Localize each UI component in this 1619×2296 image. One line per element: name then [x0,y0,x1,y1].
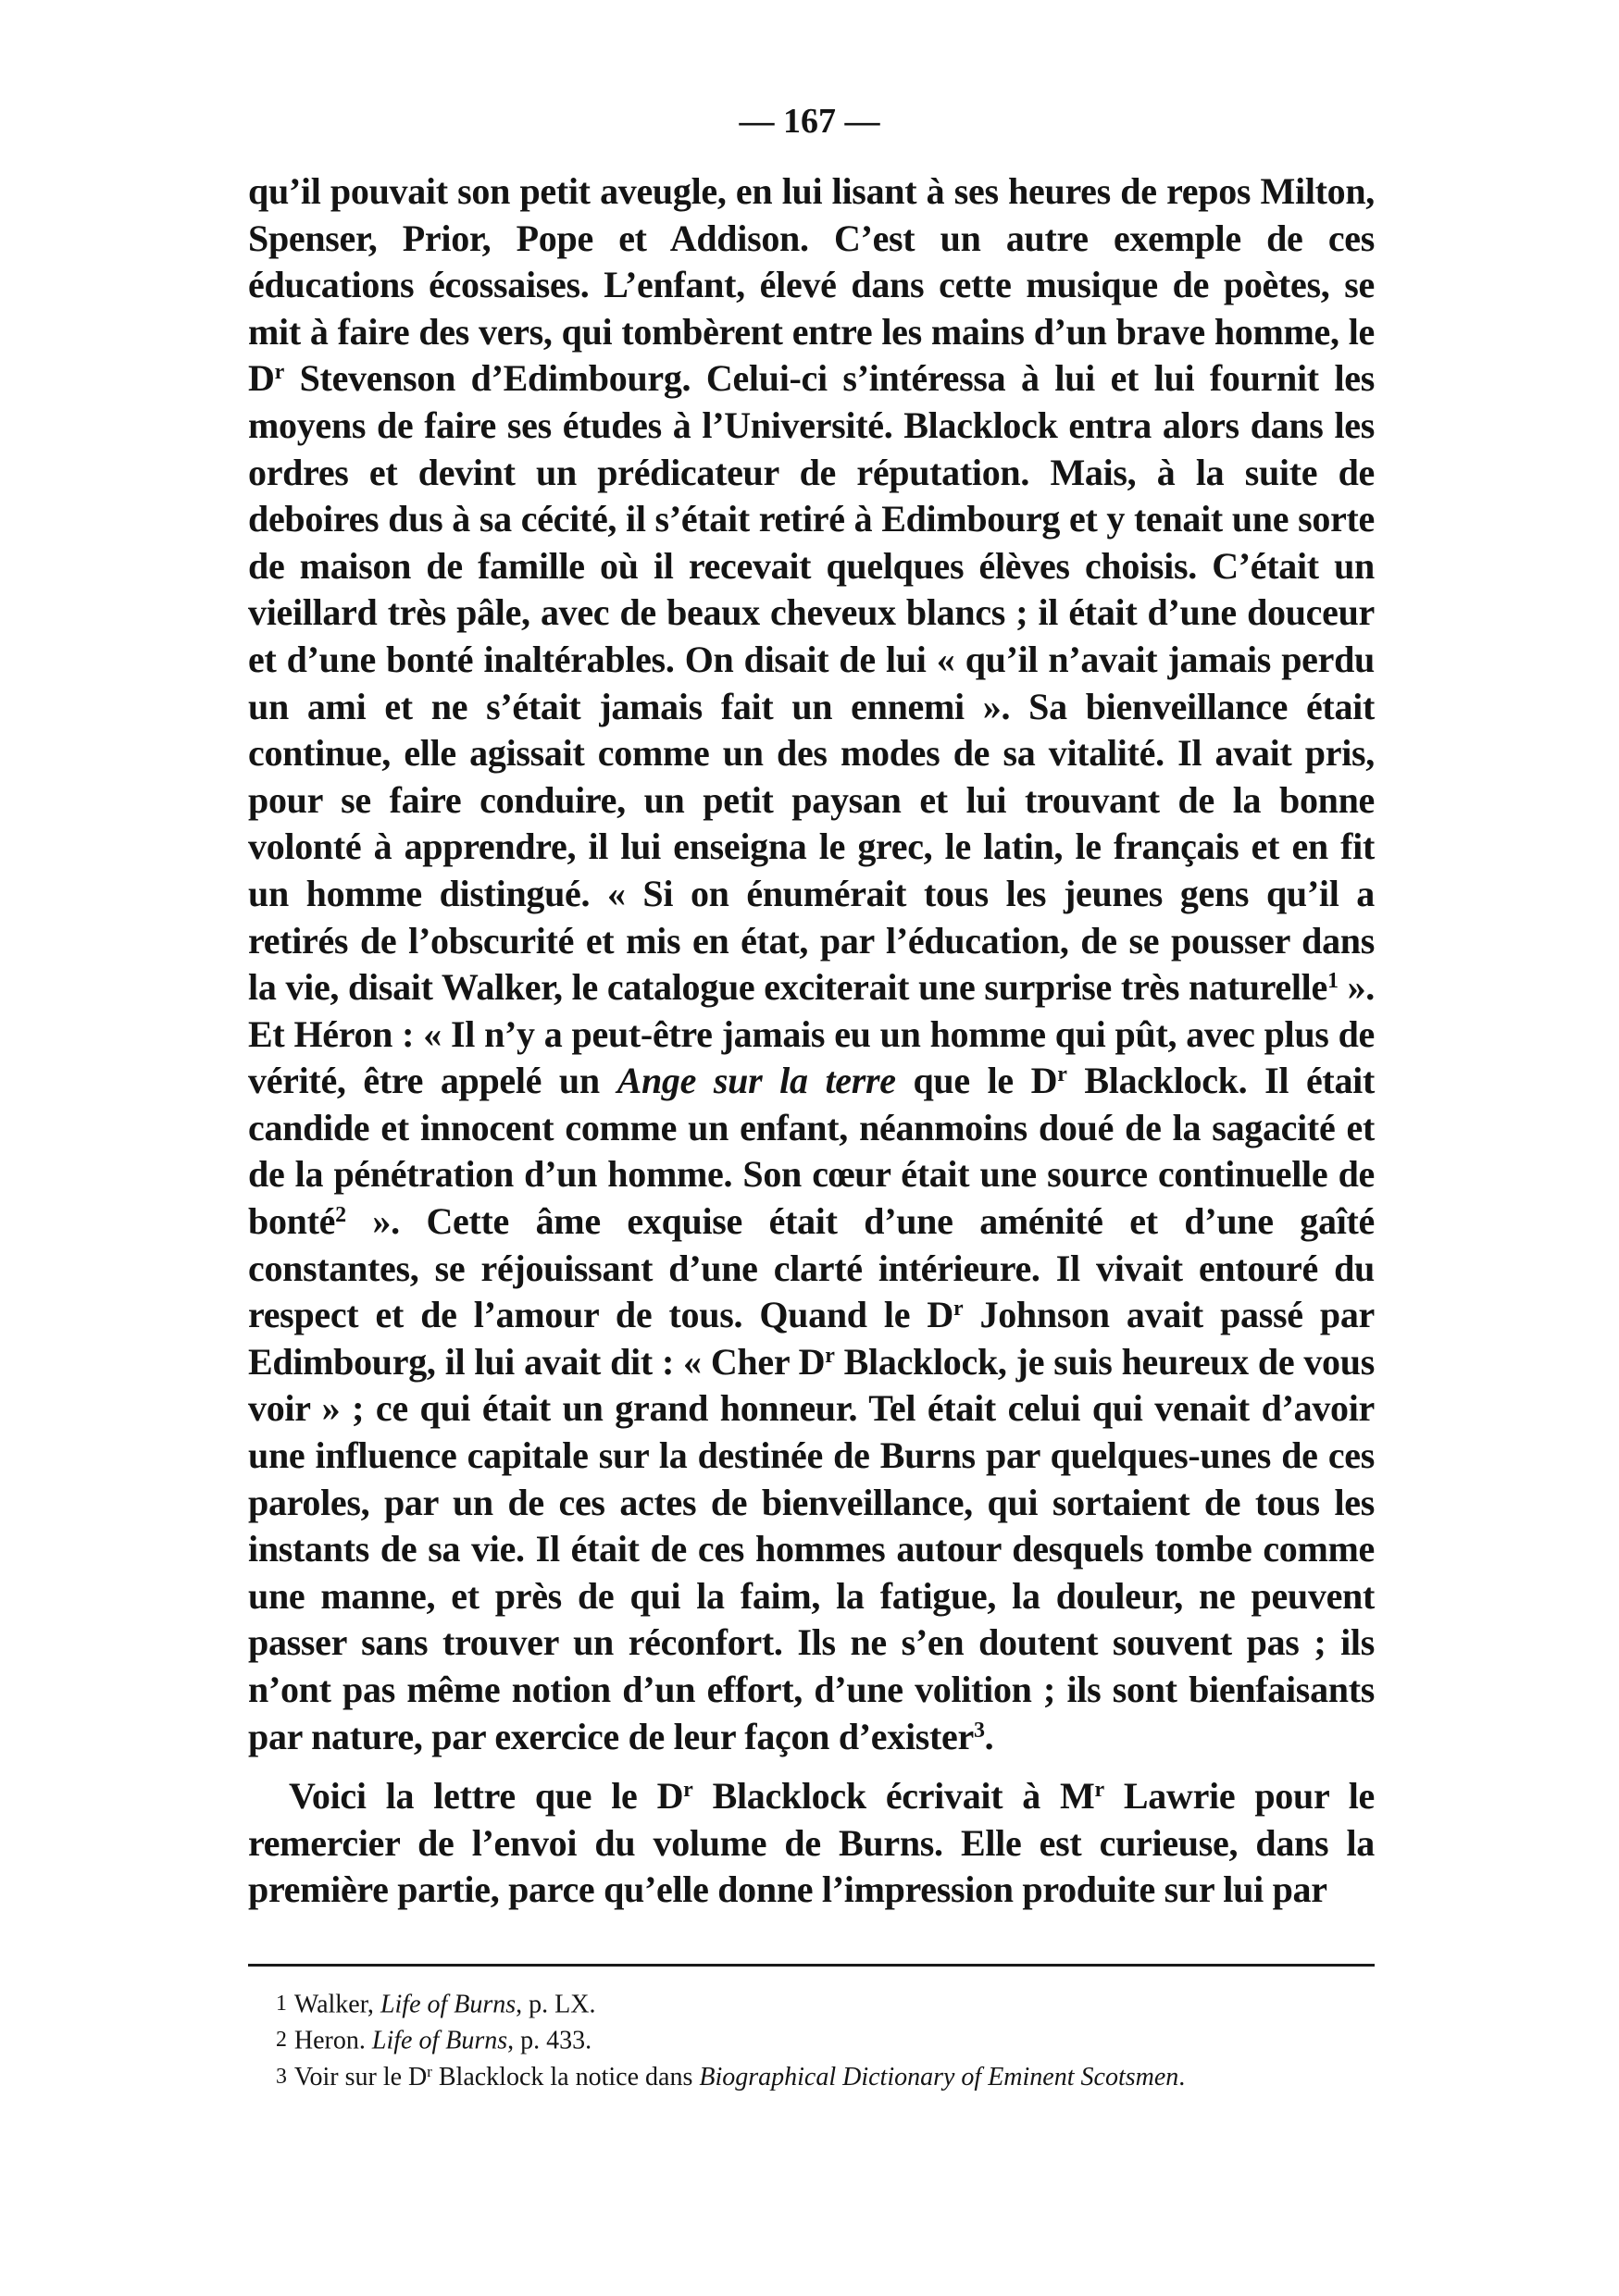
footnote-number: 1 [276,1992,287,2016]
footnote-text: Heron. Life of Burns, p. 433. [293,2026,592,2055]
footnote [248,2022,1375,2058]
superscript: r [1057,1062,1067,1087]
italic-text: Life of Burns [371,2026,508,2055]
body-text [248,168,1375,1914]
superscript: 1 [1326,968,1339,993]
superscript: r [427,2062,432,2080]
superscript: r [1094,1778,1104,1802]
superscript: r [683,1778,693,1802]
footnote-divider [248,1964,1375,1967]
italic-text: Biographical Dictionary of Eminent Scotsmen [699,2063,1179,2092]
italic-text: Ange sur la terre [616,1060,896,1102]
page-number: — 167 — [739,102,880,141]
footnote-text: Walker, Life of Burns, p. LX. [293,1990,596,2019]
footnotes [248,1986,1375,2095]
paragraph: Voici la lettre que le $D^r$ Blacklock écrivait à $M^r$ Lawrie pour le remercier de l’envoi du volume de Burns. Elle est curieuse, dans la première partie, parce qu’elle donne l’impression produite sur lui par [248,1775,1375,1911]
paragraph: qu’il pouvait son petit aveugle, en lui lisant à ses heures de repos Milton, Spenser, Prior, Pope et Addison. C’est un autre exemple de ces éducations écossaises. L’enfant, élevé dans cette musique de poètes, se mit à faire des vers, qui tombèrent entre les mains d’un brave homme, le $D^r$ Stevenson d’Edimbourg. Celui-ci s’intéressa à lui et lui fournit les moyens de faire ses études à l’Université. Blacklock entra alors dans les ordres et devint un prédicateur de réputation. Mais, à la suite de deboires dus à sa cécité, il s’était retiré à Edimbourg et y tenait une sorte de maison de famille où il recevait quelques élèves choisis. C’était un vieillard très pâle, avec de beaux cheveux blancs ; il était d’une douceur et d’une bonté inaltérables. On disait de lui « qu’il n’avait jamais perdu un ami et ne s’était jamais fait un ennemi ». Sa bienveillance était continue, elle agissait comme un des modes de sa vitalité. Il avait pris, pour se faire conduire, un petit paysan et lui trouvant de la bonne volonté à apprendre, il lui enseigna le grec, le latin, le français et en fit un homme distingué. « Si on énumérait tous les jeunes gens qu’il a retirés de l’obscurité et mis en état, par l’éducation, de se pousser dans la vie, disait Walker, le catalogue exciterait une surprise très naturelle$^1$ ». Et Héron : « Il n’y a peut-être jamais eu un homme qui pût, avec plus de vérité, être appelé un Ange sur la terre que le $D^r$ Blacklock. Il était candide et innocent comme un enfant, néanmoins doué de la sagacité et de la pénétration d’un homme. Son cœur était une source continuelle de bonté$^2$ ». Cette âme exquise était d’une aménité et d’une gaîté constantes, se réjouissant d’une clarté intérieure. Il vivait entouré du respect et de l’amour de tous. Quand le $D^r$ Johnson avait passé par Edimbourg, il lui avait dit : « Cher $D^r$ Blacklock, je suis heureux de vous voir » ; ce qui était un grand honneur. Tel était celui qui venait d’avoir une influence capitale sur la destinée de Burns par quelques-unes de ces paroles, par un de ces actes de bienveillance, qui sortaient de tous les instants de sa vie. Il était de ces hommes autour desquels tombe comme une manne, et près de qui la faim, la fatigue, la douleur, ne peuvent passer sans trouver un réconfort. Ils ne s’en doutent souvent pas ; ils n’ont pas même notion d’un effort, d’une volition ; ils sont bienfaisants par nature, par exercice de leur façon d’exister$^3$. [248,170,1375,1757]
superscript: r [274,360,284,385]
italic-text: Life of Burns [380,1990,517,2019]
superscript: r [825,1343,835,1368]
footnote-number: 2 [276,2028,287,2053]
footnote [248,2059,1375,2095]
footnote-text: Voir sur le $D^r$ Blacklock la notice dans Biographical Dictionary of Eminent Scotsmen. [293,2062,1186,2092]
superscript: 2 [335,1202,346,1227]
footnote [248,1986,1375,2022]
footnote-number: 3 [276,2064,287,2089]
superscript: r [953,1297,964,1322]
superscript: 3 [973,1718,985,1743]
